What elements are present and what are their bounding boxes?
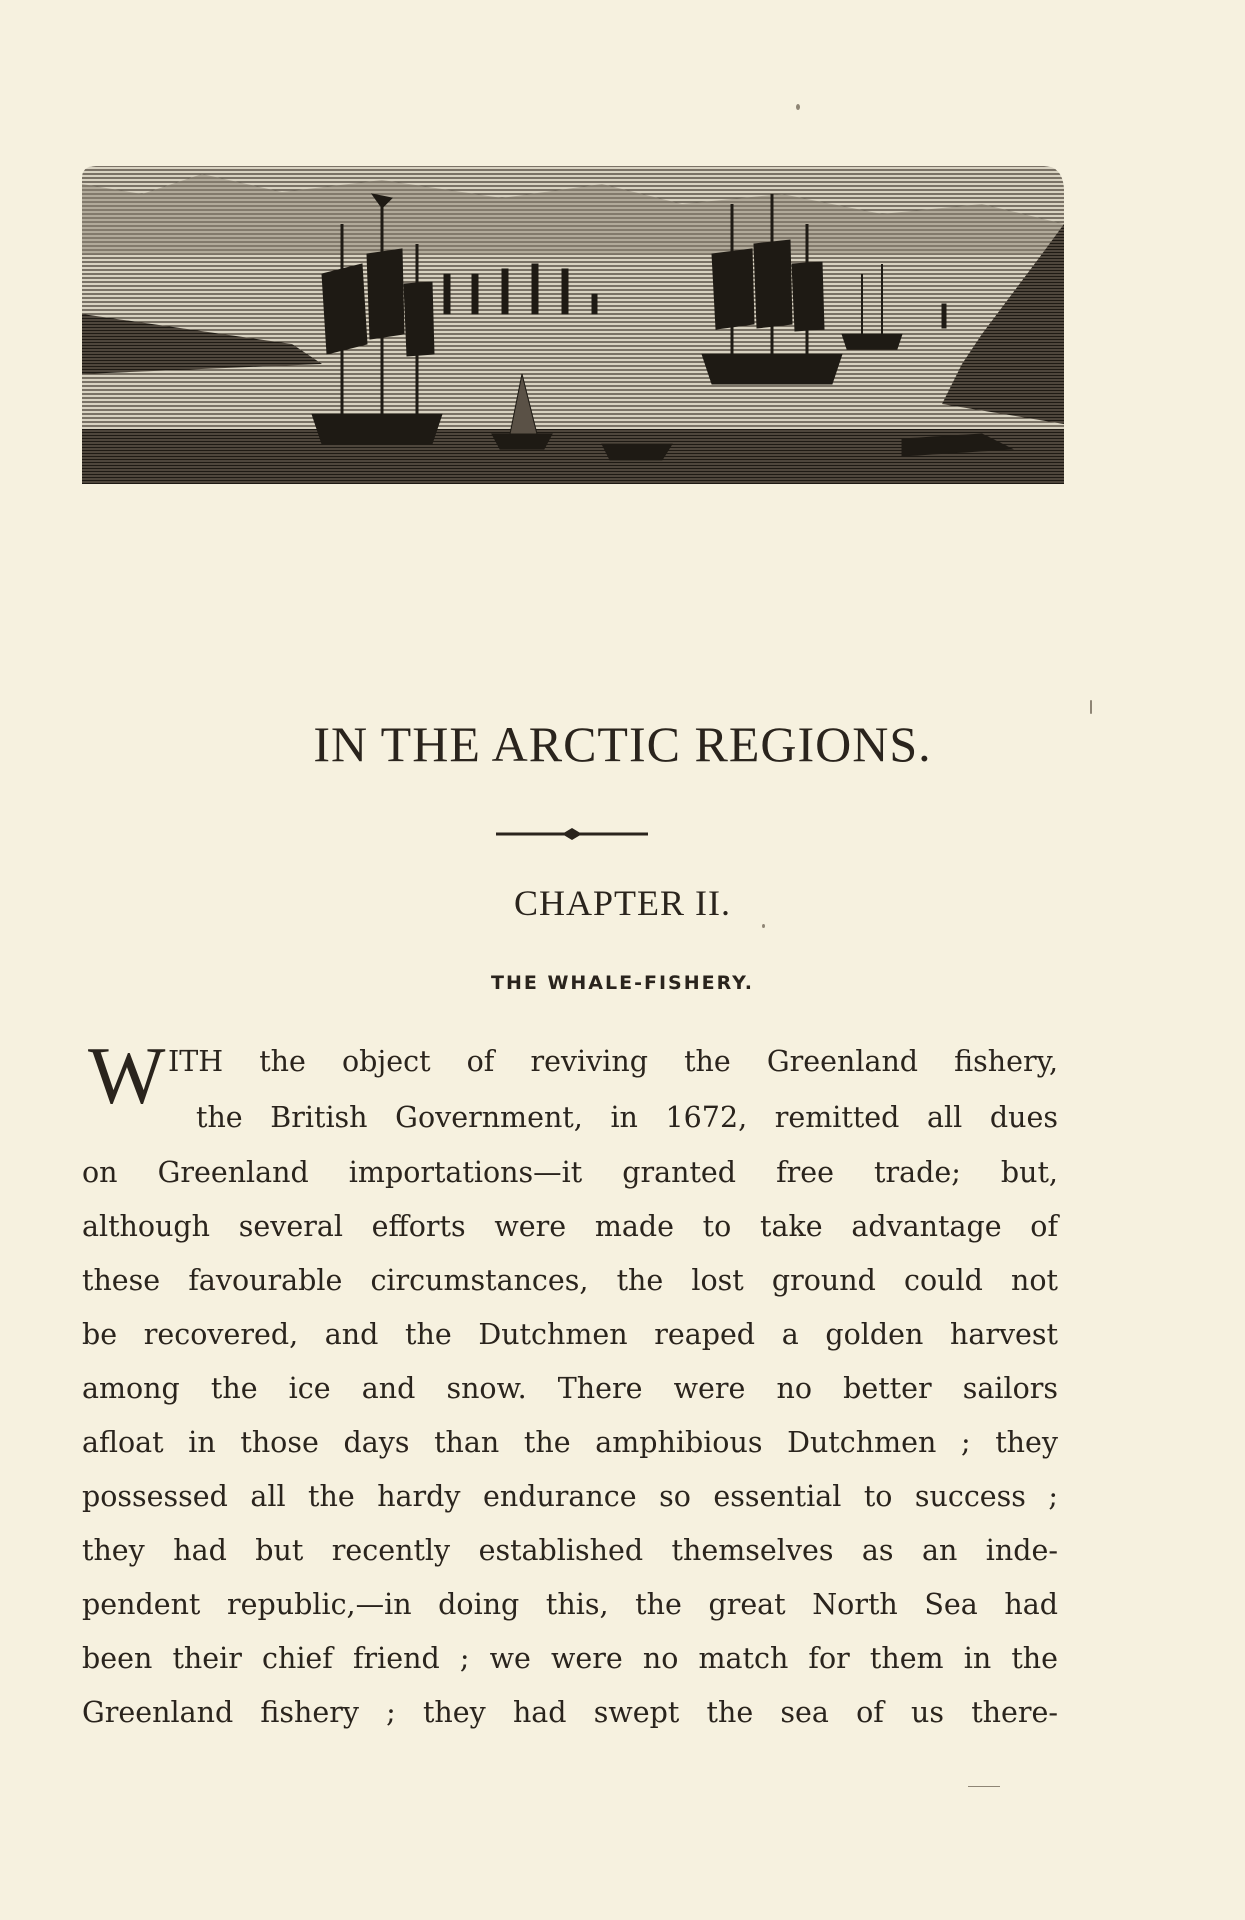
text-line: the British Government, in 1672, remitted all dues xyxy=(196,1101,1058,1134)
paper-speck xyxy=(1090,700,1092,714)
paper-speck xyxy=(762,924,765,928)
text-line: among the ice and snow. There were no better sailors xyxy=(82,1372,1058,1405)
text-line: be recovered, and the Dutchmen reaped a golden harvest xyxy=(82,1318,1058,1351)
drop-cap: W xyxy=(88,1030,166,1121)
text-line: on Greenland importations—it granted free trade; but, xyxy=(82,1156,1058,1189)
text-line: pendent republic,—in doing this, the great North Sea had xyxy=(82,1588,1058,1621)
text-line: Greenland fishery ; they had swept the sea of us there- xyxy=(82,1696,1058,1729)
text-line: although several efforts were made to take advantage of xyxy=(82,1210,1058,1243)
text-line: possessed all the hardy endurance so essential to success ; xyxy=(82,1480,1058,1513)
chapter-subheading: THE WHALE-FISHERY. xyxy=(490,972,755,994)
text-line: been their chief friend ; we were no match for them in the xyxy=(82,1642,1058,1675)
text-line: they had but recently established themselves as an inde- xyxy=(82,1534,1058,1567)
book-title: IN THE ARCTIC REGIONS. xyxy=(313,716,932,772)
chapter-heading: CHAPTER II. xyxy=(514,883,731,923)
title-ornament xyxy=(496,826,648,842)
text-line: these favourable circumstances, the lost ground could not xyxy=(82,1264,1058,1297)
text-line: afloat in those days than the amphibious Dutchmen ; they xyxy=(82,1426,1058,1459)
text-line: ITH the object of reviving the Greenland fishery, xyxy=(168,1045,1058,1078)
paper-speck xyxy=(796,104,800,110)
page-mark xyxy=(968,1786,1000,1787)
harbour-engraving xyxy=(82,164,1064,484)
